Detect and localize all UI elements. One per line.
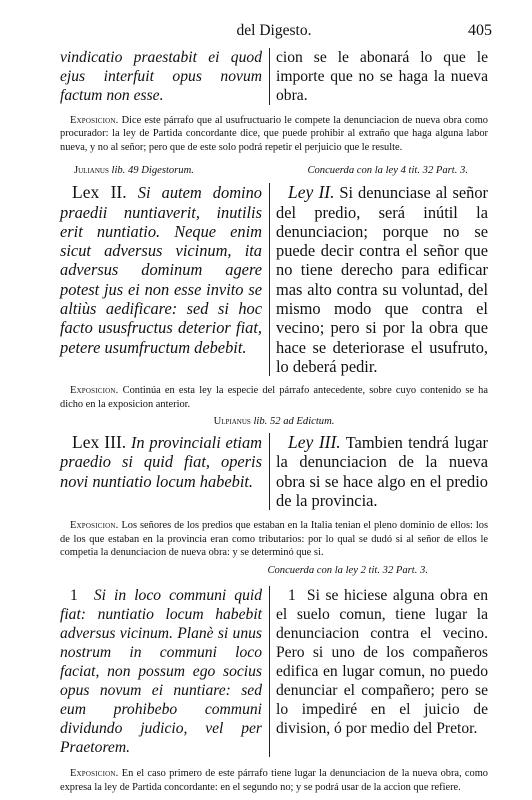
- source-reference: lib. 52 ad Edictum.: [253, 416, 335, 427]
- exposicion-text: Continúa en esta ley la especie del párrafo antecedente, sobre cuyo contenido se ha dicho en la exposicion anterior.: [60, 385, 488, 410]
- column-divider: [269, 433, 270, 510]
- source-line-2: [60, 165, 488, 176]
- concordance-note: Concuerda con la ley 4 tit. 32 Part. 3.: [307, 165, 468, 177]
- spanish-column: cion se le abonará lo que le importe que no se haga la nueva obra.: [276, 49, 488, 104]
- spanish-column: [276, 183, 488, 376]
- law-heading-latin: Lex II.: [72, 182, 127, 203]
- exposicion-label: Exposicion.: [70, 768, 119, 780]
- column-divider: [269, 48, 270, 105]
- spanish-text: Tambien tendrá lugar la denunciacion de la nueva obra si se hace algo en el predio de la provincia.: [276, 433, 488, 510]
- spanish-column: [276, 433, 488, 510]
- column-divider: [269, 183, 270, 376]
- parallel-text-law-2: [60, 183, 488, 376]
- spanish-text: Si denunciase al señor del predio, será inútil la denunciacion; porque no se puede decir contra el señor que no tiene derecho para edificar mas alto contra su voluntad, del mismo modo que contra el vecino; pero si por la obra que hace se deteriorase el usufruto, lo deberá pedir.: [276, 183, 488, 376]
- running-header: [60, 22, 492, 42]
- source-line-3: [60, 416, 488, 427]
- parallel-text-paragraph-1: [60, 586, 488, 757]
- column-divider: [269, 586, 270, 757]
- latin-column: [60, 586, 262, 757]
- paragraph-number: 1: [288, 587, 296, 605]
- source-citation: [60, 165, 194, 176]
- law-heading-spanish: Ley III.: [288, 432, 341, 452]
- latin-text: Si in loco communi quid fiat: nuntiatio locum habebit adversus vicinum. Planè si unus nostrum in communi loco faciat, non possum ego socius opus novum ei nuntiare: sed eum prohibebo communi dividundo judicio, vel per Praetorem.: [60, 587, 263, 757]
- page-number: 405: [468, 22, 492, 39]
- parallel-text-continuation: [60, 48, 488, 105]
- exposicion-1: [60, 114, 488, 154]
- law-heading-spanish: Ley II.: [288, 182, 335, 203]
- running-title: del Digesto.: [236, 22, 312, 39]
- source-line-4: [60, 565, 488, 576]
- latin-column: [60, 433, 262, 510]
- exposicion-label: Exposicion.: [70, 385, 119, 397]
- book-page: [60, 22, 492, 794]
- source-reference: lib. 49 Digestorum.: [111, 165, 194, 177]
- exposicion-3: [60, 519, 488, 559]
- exposicion-2: [60, 384, 488, 411]
- exposicion-label: Exposicion.: [70, 520, 119, 532]
- concordance-note: Concuerda con la ley 2 tit. 32 Part. 3.: [267, 565, 428, 577]
- latin-column: vindicatio praestabit ei quod ejus interfuit opus novum factum non esse.: [60, 49, 262, 104]
- exposicion-4: [60, 767, 488, 794]
- latin-text: Si autem domino praedii nuntiaverit, inutilis erit nuntiatio. Neque enim sicut adversus vicinum, ita adversus dominum agere potest jus ei non esse invito se altiùs aedificare: sed si hoc facto ususfructus deterior fiat, petere usumfructum debebit.: [60, 183, 262, 357]
- law-heading-latin: Lex III.: [72, 432, 127, 452]
- exposicion-text: Dice este párrafo que al usufructuario le compete la denunciacion de nueva obra como procurador: la ley de Partida concordante dice, que puede prohibir al extraño que haga alguna labor nueva, y no al señor; pero que de este solo podrá repetir el perjuicio que le resulte.: [60, 115, 488, 153]
- exposicion-text: Los señores de los predios que estaban en la Italia tenian el pleno dominio de ellos: los de los que estaban en la provincia eran como tributarios: por lo qual se dudó si al señor de ellos le competia la denunciacion de nueva obra: y se determinó que si.: [60, 520, 488, 558]
- spanish-column: [276, 586, 488, 757]
- spanish-text: Si se hiciese alguna obra en el suelo comun, tiene lugar la denunciacion contra el vecino. Pero si uno de los compañeros edifica en lugar comun, no puedo denunciar el compañero; pero se lo impediré en el juicio de division, ó por medio del Pretor.: [276, 587, 488, 738]
- latin-text: In provinciali etiam praedio si quid fiat, operis novi nuntiatio locum habebit.: [60, 433, 262, 491]
- exposicion-text: En el caso primero de este párrafo tiene lugar la denunciacion de la nueva obra, como expresa la ley de Partida concordante: en el segundo no; y se podrá usar de la accion que refiere.: [60, 768, 488, 793]
- parallel-text-law-3: [60, 433, 488, 510]
- paragraph-number: 1: [70, 587, 78, 605]
- source-author: Ulpianus: [213, 416, 251, 427]
- latin-column: [60, 183, 262, 376]
- source-author: Julianus: [74, 165, 109, 177]
- exposicion-label: Exposicion.: [70, 115, 119, 126]
